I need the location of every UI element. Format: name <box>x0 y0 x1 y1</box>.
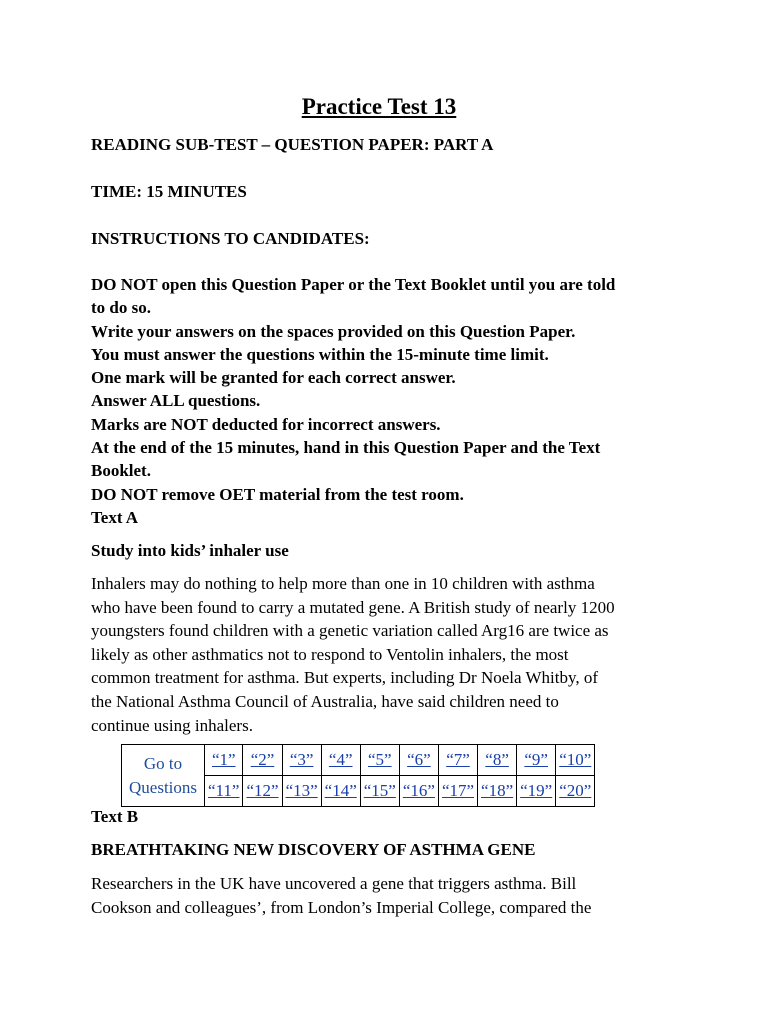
instruction-line: to do so. <box>91 298 151 318</box>
question-link-3[interactable]: “3” <box>289 750 314 769</box>
instruction-line: DO NOT open this Question Paper or the Text Booklet until you are told <box>91 275 616 294</box>
text-line: Researchers in the UK have uncovered a gene that triggers asthma. Bill <box>91 874 577 893</box>
instruction-line: Booklet. <box>91 461 151 481</box>
text-a-label: Text A <box>91 507 139 527</box>
question-link-15[interactable]: “15” <box>363 781 396 800</box>
question-link-20[interactable]: “20” <box>559 781 592 800</box>
text-b-label: Text B <box>91 807 139 826</box>
question-link-19[interactable]: “19” <box>520 781 553 800</box>
text-line: Cookson and colleagues’, from London’s Imperial College, compared the <box>91 897 592 917</box>
question-link-11[interactable]: “11” <box>208 781 240 800</box>
text-a-body <box>91 572 681 737</box>
page-title: Practice Test 13 <box>301 94 457 119</box>
question-link-17[interactable]: “17” <box>441 781 475 800</box>
instructions-heading: INSTRUCTIONS TO CANDIDATES: <box>91 229 370 248</box>
question-link-9[interactable]: “9” <box>524 750 548 769</box>
question-link-12[interactable]: “12” <box>246 781 279 800</box>
instruction-line: At the end of the 15 minutes, hand in this Question Paper and the Text <box>91 438 601 458</box>
text-line: the National Asthma Council of Australia, have said children need to <box>91 691 559 711</box>
question-link-16[interactable]: “16” <box>402 781 435 800</box>
text-line: who have been found to carry a mutated gene. A British study of nearly 1200 <box>91 597 615 617</box>
instruction-line: DO NOT remove OET material from the test room. <box>91 484 464 504</box>
instruction-line: One mark will be granted for each correct answer. <box>91 368 456 388</box>
question-link-1[interactable]: “1” <box>211 750 236 769</box>
question-link-5[interactable]: “5” <box>368 750 392 769</box>
question-link-6[interactable]: “6” <box>407 750 431 769</box>
text-b-body <box>91 872 681 919</box>
instructions-list <box>91 273 691 529</box>
text-line: youngsters found children with a genetic variation called Arg16 are twice as <box>91 621 609 641</box>
text-b-heading: BREATHTAKING NEW DISCOVERY OF ASTHMA GENE <box>91 840 536 859</box>
text-a-heading: Study into kids’ inhaler use <box>91 541 289 560</box>
question-link-8[interactable]: “8” <box>485 750 509 769</box>
instruction-line: You must answer the questions within the 15-minute time limit. <box>91 344 549 364</box>
text-line: likely as other asthmatics not to respond to Ventolin inhalers, the most <box>91 644 569 664</box>
instruction-line: Marks are NOT deducted for incorrect answers. <box>91 414 441 434</box>
question-link-4[interactable]: “4” <box>328 750 353 769</box>
question-link-13[interactable]: “13” <box>285 781 318 800</box>
text-line: continue using inhalers. <box>91 715 253 735</box>
instruction-line: Answer ALL questions. <box>91 391 261 411</box>
question-link-10[interactable]: “10” <box>559 750 592 769</box>
question-link-18[interactable]: “18” <box>481 781 514 800</box>
question-link-14[interactable]: “14” <box>324 781 357 800</box>
subtest-heading: READING SUB-TEST – QUESTION PAPER: PART A <box>91 135 494 154</box>
text-line: Inhalers may do nothing to help more than one in 10 children with asthma <box>91 574 595 593</box>
text-line: common treatment for asthma. But experts, including Dr Noela Whitby, of <box>91 668 599 688</box>
go-to-questions-label: Go to Questions <box>122 745 205 807</box>
instruction-line: Write your answers on the spaces provided on this Question Paper. <box>91 321 576 341</box>
question-link-2[interactable]: “2” <box>250 750 275 769</box>
go-to-questions-table <box>121 744 595 807</box>
time-limit: TIME: 15 MINUTES <box>91 182 247 201</box>
question-link-7[interactable]: “7” <box>446 750 470 769</box>
